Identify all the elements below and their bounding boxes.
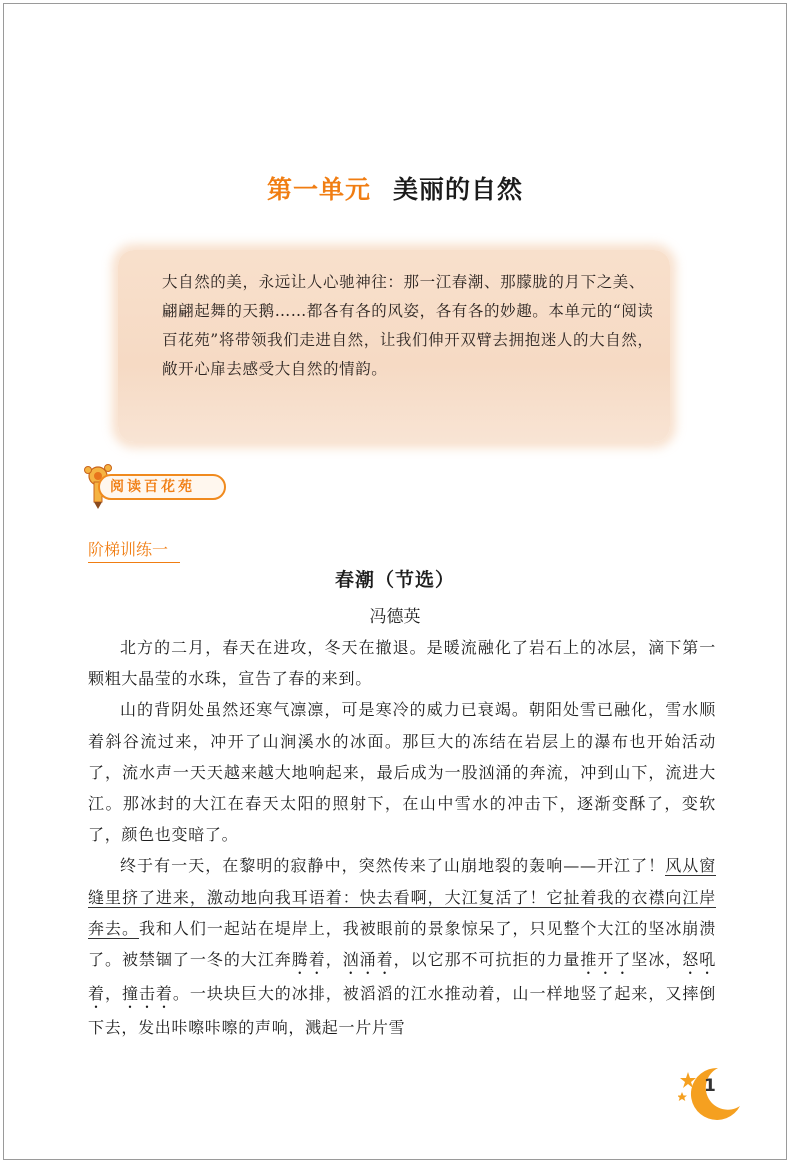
essay-title: 春潮（节选） — [334, 569, 455, 591]
unit-name: 美丽的自然 — [393, 175, 524, 204]
unit-heading — [0, 170, 790, 206]
badge-label: 阅读百花苑 — [110, 479, 195, 495]
unit-intro-box — [118, 250, 670, 442]
paragraph-3 — [88, 850, 716, 1043]
paragraph-3-part-b: 我和人们一起站在堤岸上，我被眼前的景象惊呆了，只见整个大江的坚冰崩溃了。被禁锢了一冬的大江奔 — [88, 918, 716, 970]
emphasis-word-2: 汹涌着 — [342, 950, 394, 970]
paragraph-3-part-d: ，以它那不可抗拒的力量 — [393, 950, 581, 970]
paragraph-3-part-g: 。一块块巨大的冰排，被滔滔的江水推动着，山一样地竖了起来，又摔倒下去，发出咔嚓咔嚓的声响，溅起一片片雪 — [88, 984, 717, 1038]
emphasis-word-3: 推开了 — [580, 950, 632, 970]
paragraph-3-part-c: ， — [325, 950, 343, 970]
paragraph-3-part-e: 坚冰， — [631, 950, 683, 970]
emphasis-word-5: 撞击着 — [121, 984, 173, 1004]
essay-author: 冯德英 — [369, 607, 421, 627]
paragraph-3-part-a: 终于有一天，在黎明的寂静中，突然传来了山崩地裂的轰响——开江了！ — [120, 856, 666, 876]
underlined-sentence: 风从窗缝里挤了进来，激动地向我耳语着：快去看啊，大江复活了！它扯着我的衣襟向江岸奔去。 — [88, 856, 716, 938]
paragraph-2: 山的背阴处虽然还寒气凛凛，可是寒冷的威力已衰竭。朝阳处雪已融化，雪水顺着斜谷流过来，冲开了山涧溪水的冰面。那巨大的冻结在岩层上的瀑布也开始活动了，流水声一天天越来越大地响起来，最后成为一股汹涌的奔流，冲到山下，流进大江。那冰封的大江在春天太阳的照射下，在山中雪水的冲击下，逐渐变酥了，变软了，颜色也变暗了。 — [88, 700, 716, 845]
unit-number: 第一单元 — [266, 175, 371, 204]
emphasis-word-4: 怒吼着 — [88, 950, 716, 1004]
paragraph-3-part-f: ， — [104, 984, 122, 1004]
paragraph-1: 北方的二月，春天在进攻，冬天在撤退。是暖流融化了岩石上的冰层，滴下第一颗粗大晶莹的水珠，宣告了春的来到。 — [88, 638, 716, 689]
unit-intro-text: 大自然的美，永远让人心驰神往：那一江春潮、那朦胧的月下之美、翩翩起舞的天鹅……都各有各的风姿，各有各的妙趣。本单元的“阅读百花苑”将带领我们走进自然，让我们伸开双臂去拥抱迷人的大自然，敞开心扉去感受大自然的情韵。 — [162, 273, 654, 378]
reading-section-badge — [80, 462, 232, 510]
section-label: 阶梯训练一 — [88, 537, 180, 563]
essay-body — [88, 632, 716, 1043]
page-number: 1 — [704, 1076, 716, 1096]
page-number-badge — [678, 1062, 748, 1122]
emphasis-word-1: 腾着 — [291, 950, 326, 970]
